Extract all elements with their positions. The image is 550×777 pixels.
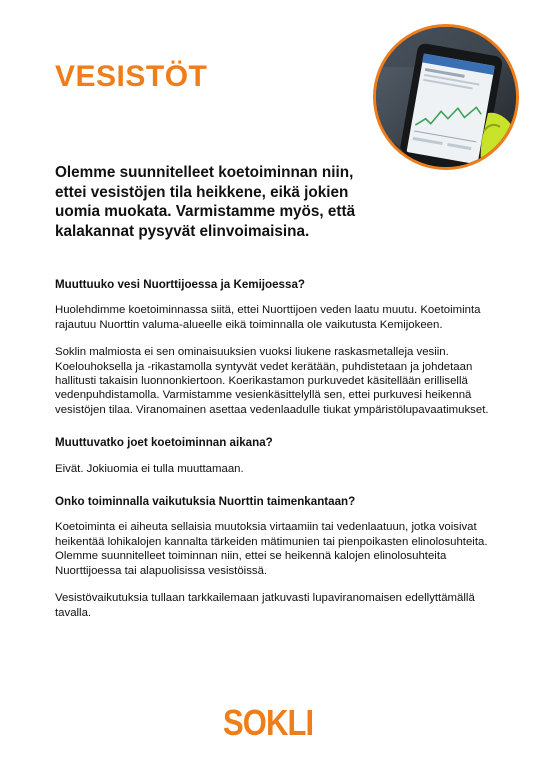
lead-paragraph: Olemme suunnitelleet koetoiminnan niin, ettei vesistöjen tila heikkene, eikä jokien uomia muokata. Varmistamme myös, että kalakannat pysyvät elinvoimaisina. [55,164,356,240]
section-paragraph: Huolehdimme koetoiminnassa siitä, ettei Nuorttijoen veden laatu muutu. Koetoiminta rajautuu Nuorttin valuma-alueelle eikä toiminnalla ole vaikutusta Kemijokeen. [55,304,481,331]
section-heading: Muuttuuko vesi Nuorttijoessa ja Kemijoessa? [55,278,305,291]
section-paragraph: Vesistövaikutuksia tullaan tarkkailemaan jatkuvasti lupaviranomaisen edellyttämällä tavalla. [55,592,475,619]
page-title: VESISTÖT [55,60,208,93]
section-paragraph: Eivät. Jokiuomia ei tulla muuttamaan. [55,462,244,475]
section-heading: Muuttuvatko joet koetoiminnan aikana? [55,436,273,450]
sokli-logo: SOKLI [223,702,314,743]
tablet-illustration [376,27,519,170]
section-heading: Onko toiminnalla vaikutuksia Nuorttin taimenkantaan? [55,495,356,509]
section-paragraph: Koetoiminta ei aiheuta sellaisia muutoksia virtaamiin tai vedenlaatuun, jotka voisivat heikentää lohikalojen kannalta tärkeiden mätimunien tai pienpoikasten elinolosuhteita. Olemme suunnitelleet toiminnan niin, ettei se heikennä kalojen elinolosuhteita Nuorttijoessa tai alapuolisissa vesistöissä. [55,521,488,577]
section-paragraph: Soklin malmiosta ei sen ominaisuuksien vuoksi liukene raskasmetalleja vesiin. Koelouhoksella ja -rikastamolla syntyvät vedet kerätään, puhdistetaan ja johdetaan hallitusti takaisin luonnonkiertoon. Koerikastamon purkuvedet käsitellään erillisellä vedenpuhdistamolla. Varmistamme vesienkäsittelyllä sen, ettei purkuvesi heikennä vesistöjen tilaa. Viranomainen asettaa vedenlaadulle tiukat ympäristölupavaatimukset. [55,346,489,416]
tablet-photo [373,24,519,170]
article-body [55,278,495,633]
